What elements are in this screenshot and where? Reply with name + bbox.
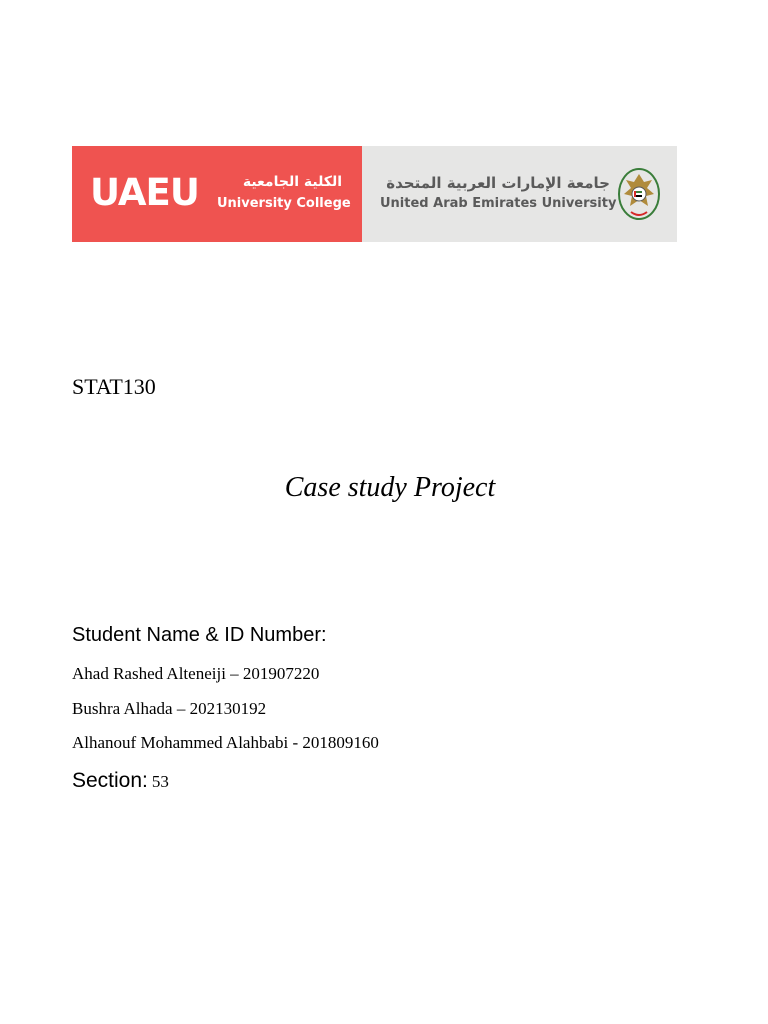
section-label: Section: (72, 769, 148, 792)
students-heading: Student Name & ID Number: (72, 624, 327, 646)
university-banner (72, 146, 677, 242)
student-entry: Bushra Alhada – 202130192 (72, 699, 267, 718)
student-entry: Ahad Rashed Alteneiji – 201907220 (72, 664, 320, 683)
college-name-arabic: الكلية الجامعية (242, 174, 342, 190)
uae-emblem-icon (616, 166, 662, 222)
college-logo-panel (72, 146, 362, 242)
project-title: Case study Project (284, 472, 496, 503)
section-number: 53 (151, 772, 169, 791)
student-entry: Alhanouf Mohammed Alahbabi - 201809160 (72, 733, 379, 752)
section-line (72, 767, 169, 797)
university-logo-panel (362, 146, 677, 242)
university-name-english: United Arab Emirates University (380, 196, 617, 211)
uaeu-wordmark: UAEU (90, 171, 199, 214)
course-code: STAT130 (72, 374, 156, 399)
college-name-english: University College (217, 196, 351, 211)
university-name-arabic: جامعة الإمارات العربية المتحدة (386, 174, 610, 192)
